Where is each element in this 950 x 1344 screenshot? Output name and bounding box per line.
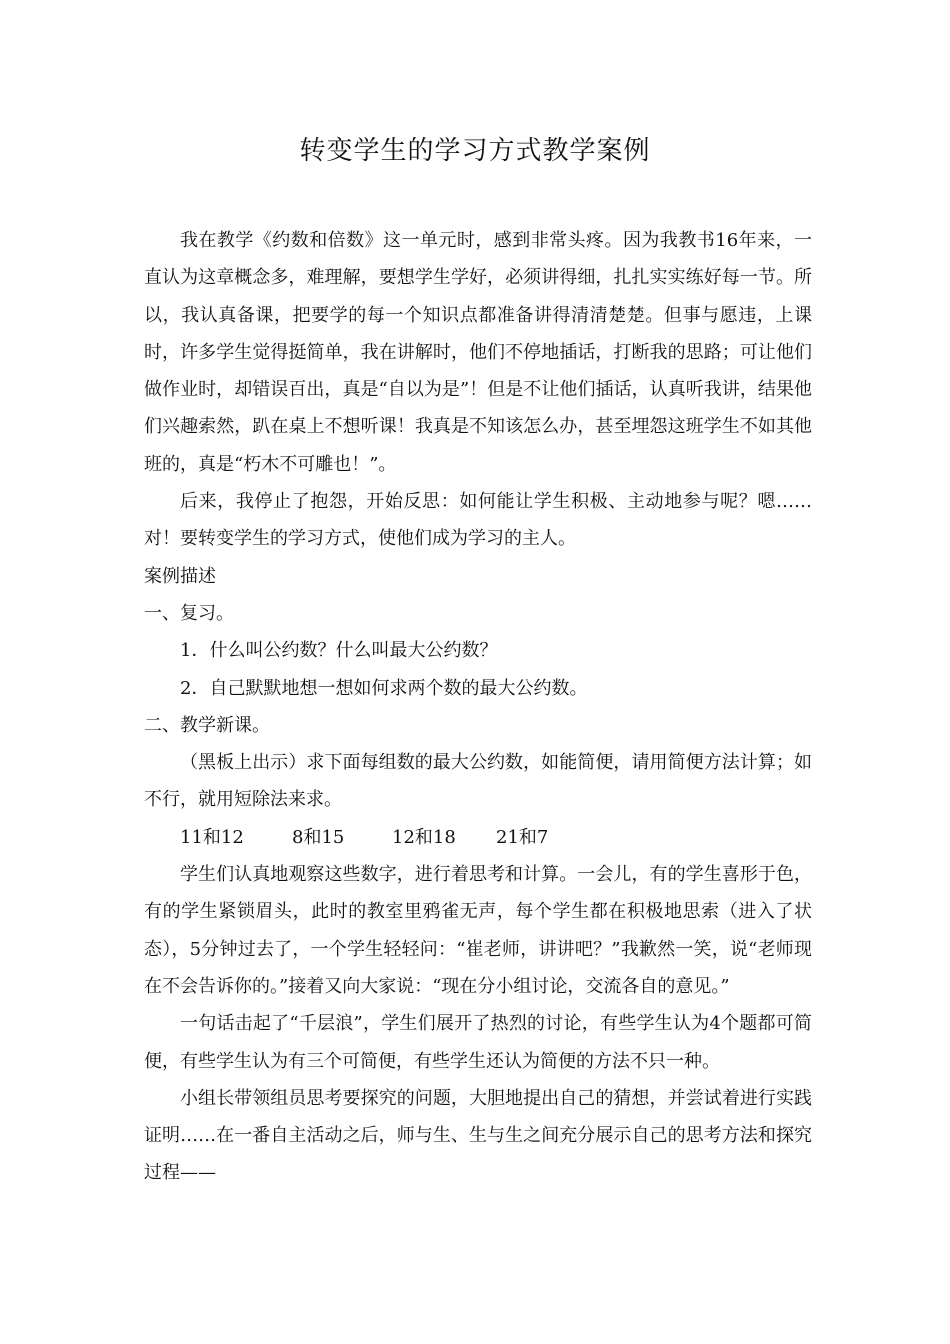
number-group-4: 21和7 <box>496 826 549 848</box>
paragraph-students-thinking: 学生们认真地观察这些数字，进行着思考和计算。一会儿，有的学生喜形于色，有的学生紧锁眉头，此时的教室里鸦雀无声，每个学生都在积极地思索（进入了状态），5分钟过去了，一个学生轻轻问：“崔老师，讲讲吧？”我歉然一笑，说“老师现在不会告诉你的。”接着又向大家说：“现在分小组讨论，交流各自的意见。” <box>144 864 812 997</box>
number-groups <box>144 819 812 856</box>
document-body <box>144 222 812 1192</box>
section-new-lesson-heading: 二、教学新课。 <box>144 714 270 736</box>
paragraph-reflection: 后来，我停止了抱怨，开始反思：如何能让学生积极、主动地参与呢？嗯……对！要转变学生的学习方式，使他们成为学习的主人。 <box>144 491 812 550</box>
paragraph-group-work: 小组长带领组员思考要探究的问题，大胆地提出自己的猜想，并尝试着进行实践证明……在一番自主活动之后，师与生、生与生之间充分展示自己的思考方法和探究过程—— <box>144 1087 812 1184</box>
paragraph-discussion: 一句话击起了“千层浪”，学生们展开了热烈的讨论，有些学生认为4个题都可简便，有些学生认为有三个可简便，有些学生还认为简便的方法不只一种。 <box>144 1013 812 1072</box>
review-question-2: 2．自己默默地想一想如何求两个数的最大公约数。 <box>180 677 588 699</box>
paragraph-blackboard-task: （黑板上出示）求下面每组数的最大公约数，如能简便，请用简便方法计算；如不行，就用短除法来求。 <box>144 752 812 811</box>
section-review-heading: 一、复习。 <box>144 602 234 624</box>
number-group-3: 12和18 <box>392 826 456 848</box>
review-question-1: 1．什么叫公约数？什么叫最大公约数？ <box>180 640 498 662</box>
case-heading: 案例描述 <box>144 565 216 587</box>
document-title: 转变学生的学习方式教学案例 <box>299 136 651 166</box>
number-group-1: 11和12 <box>180 826 244 848</box>
paragraph-intro: 我在教学《约数和倍数》这一单元时，感到非常头疼。因为我教书16年来，一直认为这章概念多，难理解，要想学生学好，必须讲得细，扎扎实实练好每一节。所以，我认真备课，把要学的每一个知识点都准备讲得清清楚楚。但事与愿违，上课时，许多学生觉得挺简单，我在讲解时，他们不停地插话，打断我的思路；可让他们做作业时，却错误百出，真是“自以为是”！但是不让他们插话，认真听我讲，结果他们兴趣索然，趴在桌上不想听课！我真是不知该怎么办，甚至埋怨这班学生不如其他班的，真是“朽木不可雕也！”。 <box>144 230 812 475</box>
number-group-2: 8和15 <box>292 826 345 848</box>
